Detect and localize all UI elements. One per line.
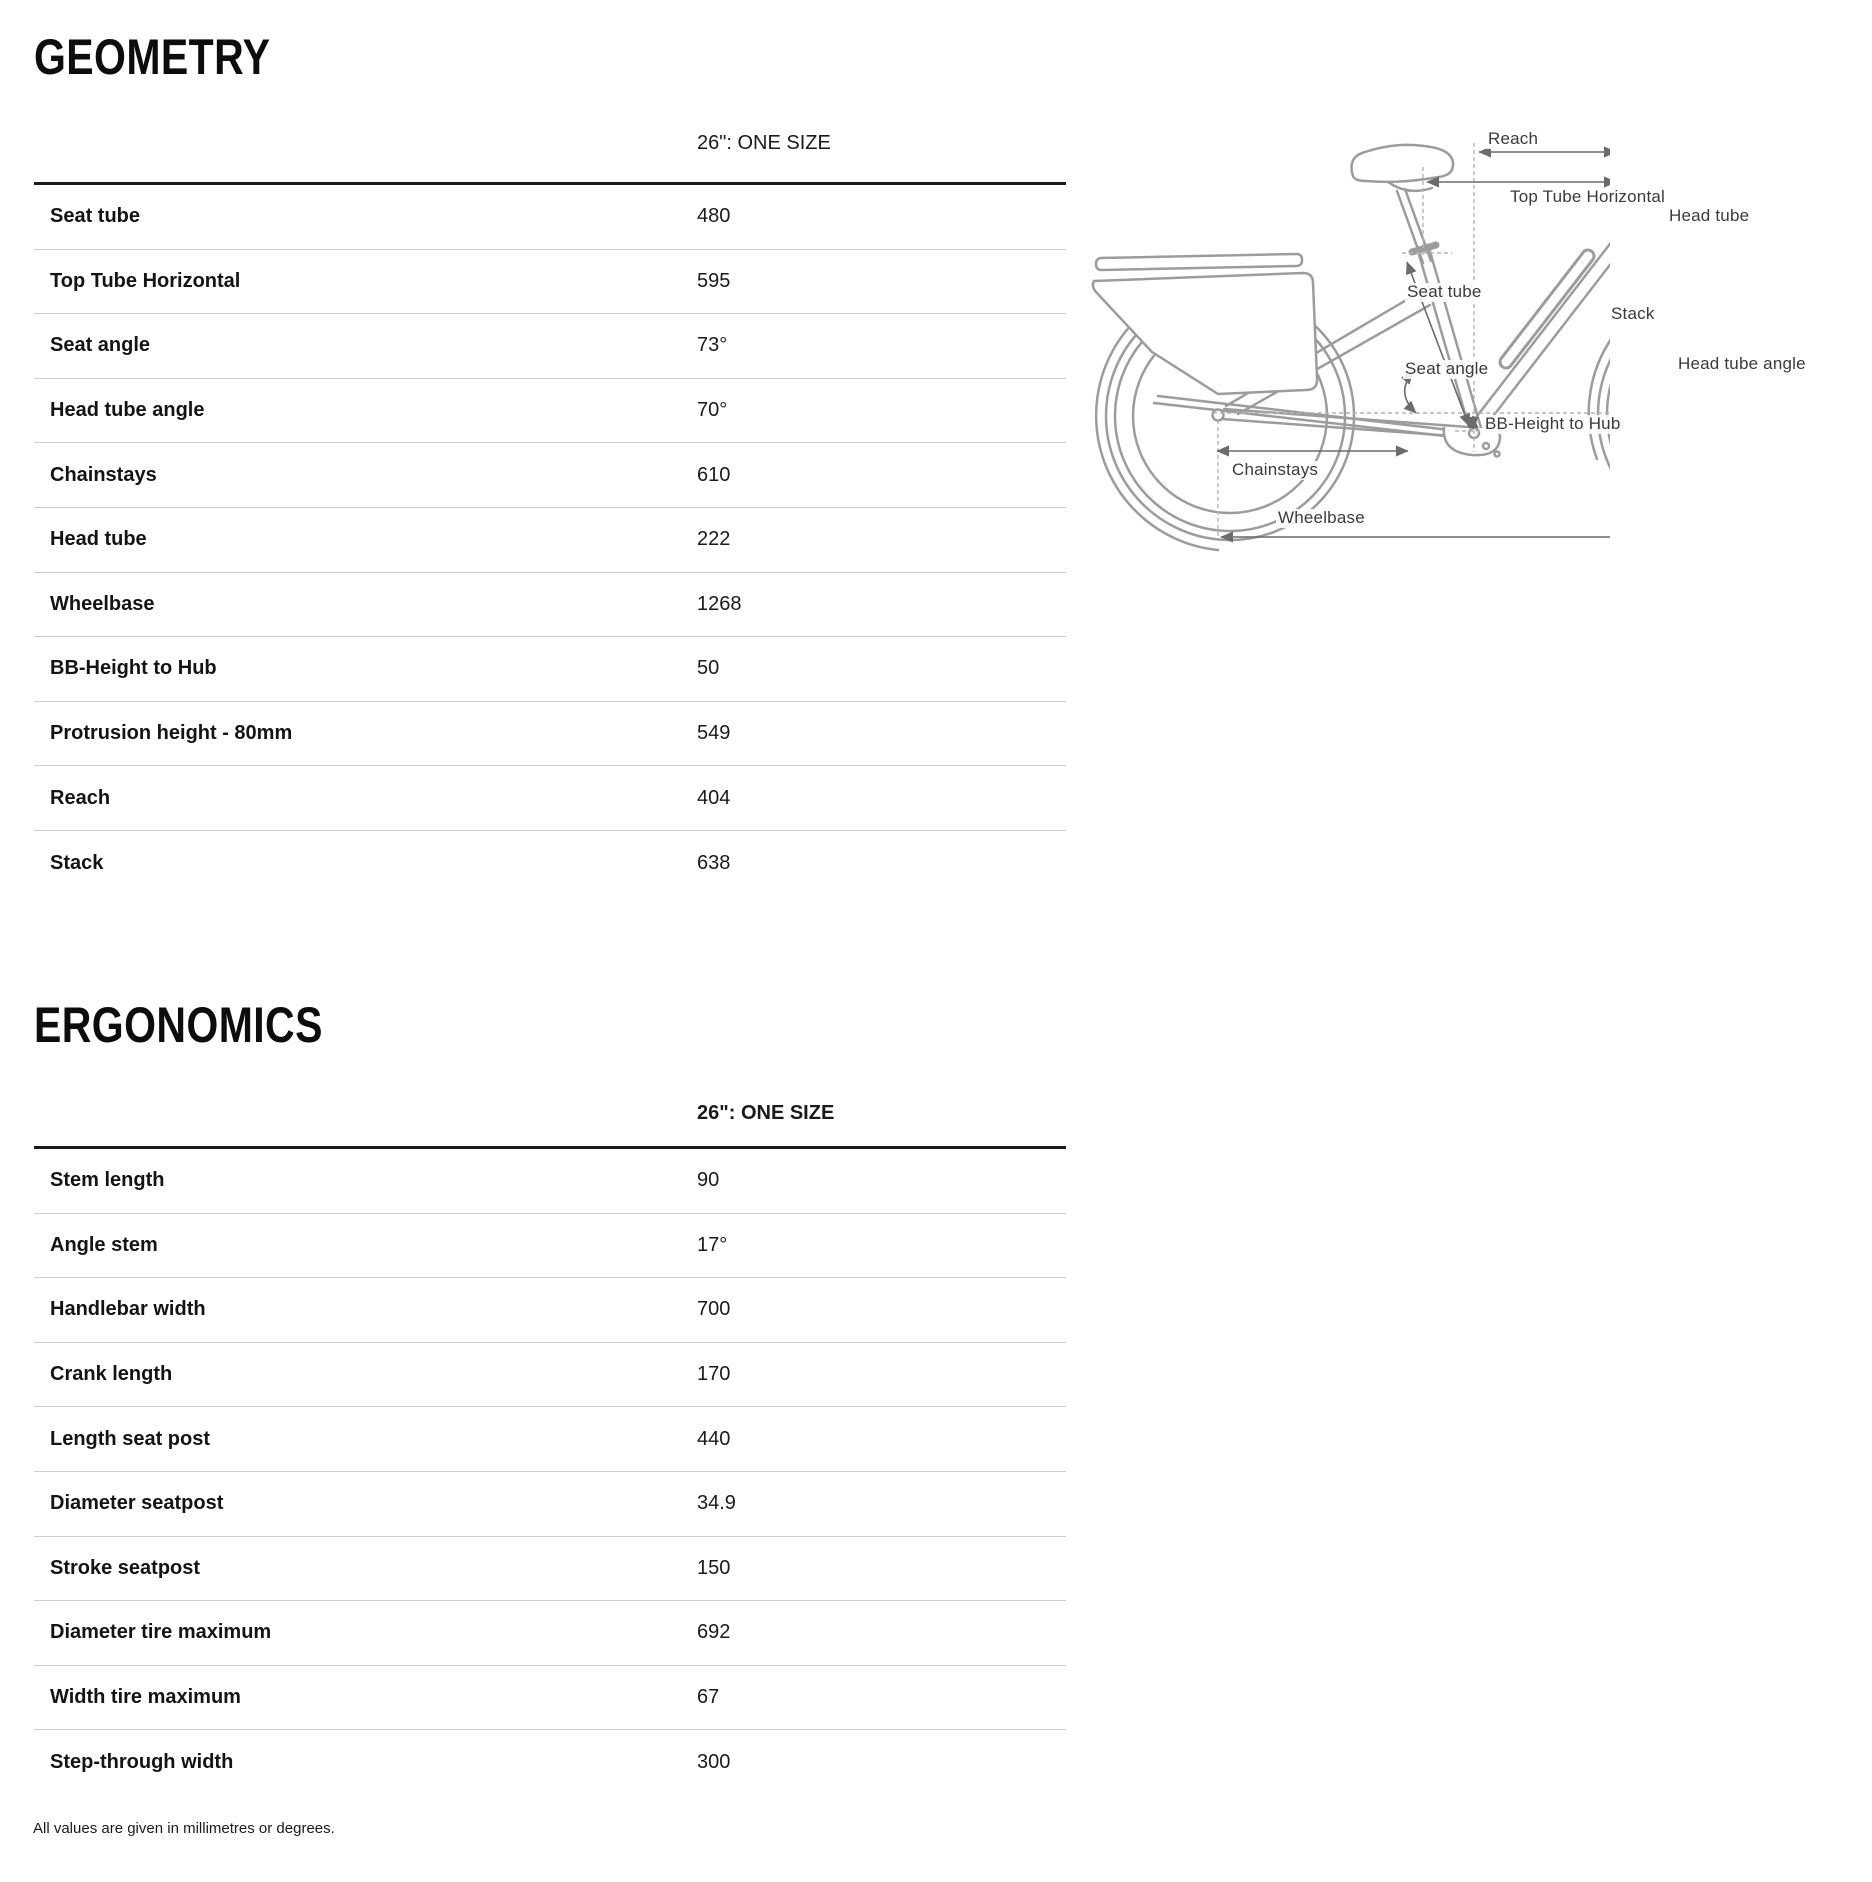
table-row bbox=[34, 1278, 1066, 1343]
diagram-label-wheelbase: Wheelbase bbox=[1278, 508, 1365, 527]
diagram-label-chainstays: Chainstays bbox=[1232, 460, 1319, 479]
spec-label: Angle stem bbox=[50, 1233, 158, 1256]
spec-value: 300 bbox=[697, 1751, 731, 1774]
table-row bbox=[34, 443, 1066, 508]
spec-value: 170 bbox=[697, 1363, 731, 1386]
spec-label: Seat tube bbox=[50, 205, 141, 228]
spec-value: 700 bbox=[697, 1298, 731, 1321]
spec-label: Chainstays bbox=[50, 463, 157, 486]
spec-value: 17° bbox=[697, 1233, 728, 1256]
spec-label: Crank length bbox=[50, 1363, 173, 1386]
spec-value: 73° bbox=[697, 334, 728, 357]
diagram-label-top-tube: Top Tube Horizontal bbox=[1510, 187, 1665, 206]
table-row bbox=[34, 1537, 1066, 1602]
spec-value: 1268 bbox=[697, 592, 742, 615]
table-row bbox=[34, 1472, 1066, 1537]
spec-value: 595 bbox=[697, 269, 731, 292]
spec-value: 50 bbox=[697, 657, 720, 680]
spec-label: Seat angle bbox=[50, 334, 151, 357]
bike-line-art bbox=[930, 80, 1610, 560]
table-row bbox=[34, 1601, 1066, 1666]
spec-label: Step-through width bbox=[50, 1751, 234, 1774]
spec-value: 549 bbox=[697, 722, 731, 745]
spec-value: 638 bbox=[697, 851, 731, 874]
spec-label: Length seat post bbox=[50, 1427, 211, 1450]
geometry-title: GEOMETRY bbox=[34, 29, 271, 85]
spec-value: 90 bbox=[697, 1169, 720, 1192]
spec-value: 692 bbox=[697, 1621, 731, 1644]
table-row bbox=[34, 508, 1066, 573]
ergonomics-table bbox=[34, 1146, 1066, 1795]
table-row bbox=[34, 831, 1066, 896]
spec-label: Stack bbox=[50, 851, 104, 874]
spec-value: 70° bbox=[697, 399, 728, 422]
spec-label: Stroke seatpost bbox=[50, 1556, 201, 1579]
spec-value: 67 bbox=[697, 1686, 720, 1709]
spec-label: BB-Height to Hub bbox=[50, 657, 217, 680]
spec-label: Diameter seatpost bbox=[50, 1492, 224, 1515]
table-row bbox=[34, 637, 1066, 702]
table-row bbox=[34, 185, 1066, 250]
spec-value: 610 bbox=[697, 463, 731, 486]
table-row bbox=[34, 573, 1066, 638]
spec-label: Diameter tire maximum bbox=[50, 1621, 272, 1644]
diagram-label-seat-angle: Seat angle bbox=[1405, 359, 1489, 378]
geometry-table bbox=[34, 182, 1066, 896]
spec-label: Reach bbox=[50, 786, 111, 809]
spec-value: 440 bbox=[697, 1427, 731, 1450]
spec-label: Top Tube Horizontal bbox=[50, 269, 241, 292]
table-row bbox=[34, 702, 1066, 767]
table-row bbox=[34, 250, 1066, 315]
table-row bbox=[34, 1730, 1066, 1795]
bike-geometry-diagram bbox=[930, 80, 1806, 560]
spec-label: Width tire maximum bbox=[50, 1686, 241, 1709]
diagram-label-head-tube: Head tube bbox=[1669, 206, 1750, 225]
spec-label: Wheelbase bbox=[50, 592, 155, 615]
spec-value: 34.9 bbox=[697, 1492, 736, 1515]
spec-value: 222 bbox=[697, 528, 731, 551]
table-row bbox=[34, 379, 1066, 444]
table-row bbox=[34, 1666, 1066, 1731]
spec-label: Head tube angle bbox=[50, 399, 205, 422]
table-row bbox=[34, 766, 1066, 831]
ergonomics-column-header: 26": ONE SIZE bbox=[697, 1102, 835, 1124]
diagram-label-head-tube-angle: Head tube angle bbox=[1678, 354, 1806, 373]
table-row bbox=[34, 1343, 1066, 1408]
diagram-label-stack: Stack bbox=[1611, 304, 1655, 323]
diagram-label-seat-tube: Seat tube bbox=[1407, 282, 1482, 301]
spec-label: Stem length bbox=[50, 1169, 165, 1192]
diagram-label-bb-height: BB-Height to Hub bbox=[1485, 414, 1621, 433]
spec-label: Protrusion height - 80mm bbox=[50, 722, 293, 745]
spec-value: 150 bbox=[697, 1556, 731, 1579]
spec-label: Head tube bbox=[50, 528, 147, 551]
spec-label: Handlebar width bbox=[50, 1298, 206, 1321]
spec-value: 480 bbox=[697, 205, 731, 228]
spec-value: 404 bbox=[697, 786, 731, 809]
table-row bbox=[34, 1407, 1066, 1472]
geometry-column-header: 26": ONE SIZE bbox=[697, 132, 831, 154]
table-row bbox=[34, 1149, 1066, 1214]
diagram-label-reach: Reach bbox=[1488, 129, 1539, 148]
table-row bbox=[34, 314, 1066, 379]
table-row bbox=[34, 1214, 1066, 1279]
units-footnote: All values are given in millimetres or degrees. bbox=[33, 1820, 335, 1837]
ergonomics-title: ERGONOMICS bbox=[34, 997, 323, 1053]
